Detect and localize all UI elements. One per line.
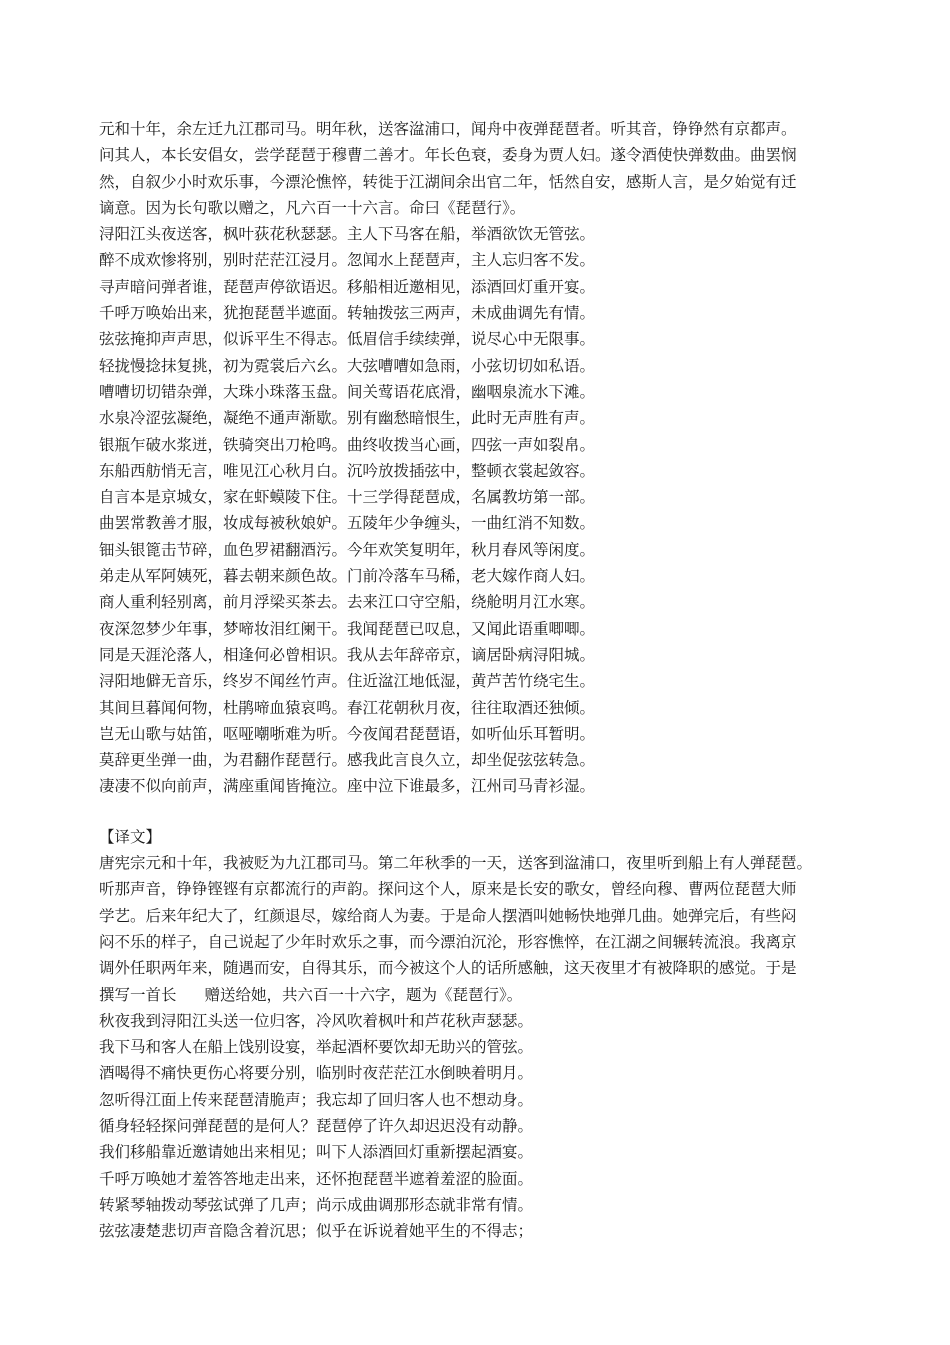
poem-line: 弦弦掩抑声声思，似诉平生不得志。低眉信手续续弹，说尽心中无限事。 — [99, 330, 596, 349]
poem-text — [99, 221, 899, 800]
poem-line: 凄凄不似向前声，满座重闻皆掩泣。座中泣下谁最多，江州司马青衫湿。 — [99, 777, 596, 796]
poem-line: 曲罢常教善才服，妆成每被秋娘妒。五陵年少争缠头，一曲红消不知数。 — [99, 514, 596, 533]
poem-line: 水泉冷涩弦凝绝，凝绝不通声渐歇。别有幽愁暗恨生，此时无声胜有声。 — [99, 409, 596, 428]
translation-line: 听那声音，铮铮铿铿有京都流行的声韵。探问这个人，原来是长安的歌女，曾经向穆、曹两位琵琶大师 — [99, 880, 797, 899]
poem-line: 同是天涯沦落人，相逢何必曾相识。我从去年辞帝京，谪居卧病浔阳城。 — [99, 645, 596, 664]
poem-line: 醉不成欢惨将别，别时茫茫江浸月。忽闻水上琵琶声，主人忘归客不发。 — [99, 251, 596, 270]
translation-poem-line: 转紧琴轴拨动琴弦试弹了几声；尚示成曲调那形态就非常有情。 — [99, 1195, 534, 1214]
translation-line: 闷不乐的样子，自己说起了少年时欢乐之事，而今漂泊沉沦，形容憔悴，在江湖之间辗转流浪。我离京 — [99, 932, 797, 951]
preface-line: 然，自叙少小时欢乐事，今漂沦憔悴，转徙于江湖间余出官二年，恬然自安，感斯人言，是夕始觉有迁 — [99, 172, 797, 191]
poem-line: 其间旦暮闻何物，杜鹃啼血猿哀鸣。春江花朝秋月夜，往往取酒还独倾。 — [99, 698, 596, 717]
translation-poem-line: 忽听得江面上传来琵琶清脆声；我忘却了回归客人也不想动身。 — [99, 1090, 534, 1109]
translation-line — [99, 982, 899, 1008]
translation-line: 唐宪宗元和十年，我被贬为九江郡司马。第二年秋季的一天，送客到湓浦口，夜里听到船上有人弹琵琶。 — [99, 854, 813, 873]
poem-line: 寻声暗问弹者谁，琵琶声停欲语迟。移船相近邀相见，添酒回灯重开宴。 — [99, 277, 596, 296]
poem-line: 自言本是京城女，家在虾蟆陵下住。十三学得琵琶成，名属教坊第一部。 — [99, 488, 596, 507]
translation-poem-line: 我下马和客人在船上饯别设宴，举起酒杯要饮却无助兴的管弦。 — [99, 1038, 534, 1057]
poem-line: 嘈嘈切切错杂弹，大珠小珠落玉盘。间关莺语花底滑，幽咽泉流水下滩。 — [99, 382, 596, 401]
translation-heading: 【译文】 — [99, 827, 162, 846]
poem-line: 浔阳江头夜送客，枫叶荻花秋瑟瑟。主人下马客在船，举酒欲饮无管弦。 — [99, 225, 596, 244]
poem-line: 岂无山歌与姑笛，呕哑嘲哳难为听。今夜闻君琵琶语，如听仙乐耳暂明。 — [99, 724, 596, 743]
translation-poem-line: 秋夜我到浔阳江头送一位归客，冷风吹着枫叶和芦花秋声瑟瑟。 — [99, 1011, 534, 1030]
poem-line: 钿头银篦击节碎，血色罗裙翻酒污。今年欢笑复明年，秋月春风等闲度。 — [99, 540, 596, 559]
translation-poem-line: 酒喝得不痛快更伤心将要分别，临别时夜茫茫江水倒映着明月。 — [99, 1064, 534, 1083]
translation-line: 调外任职两年来，随遇而安，自得其乐，而今被这个人的话所感触，这天夜里才有被降职的感觉。于是 — [99, 959, 797, 978]
translation-text — [99, 850, 899, 1008]
poem-line: 千呼万唤始出来，犹抱琵琶半遮面。转轴拨弦三两声，未成曲调先有情。 — [99, 304, 596, 323]
translation-poem-line: 循身轻轻探问弹琵琶的是何人？琵琶停了许久却迟迟没有动静。 — [99, 1116, 534, 1135]
poem-line: 浔阳地僻无音乐，终岁不闻丝竹声。住近湓江地低湿，黄芦苦竹绕宅生。 — [99, 672, 596, 691]
poem-line: 银瓶乍破水浆迸，铁骑突出刀枪鸣。曲终收拨当心画，四弦一声如裂帛。 — [99, 435, 596, 454]
poem-line: 东船西舫悄无言，唯见江心秋月白。沉吟放拨插弦中，整顿衣裳起敛容。 — [99, 461, 596, 480]
preface-line: 元和十年，余左迁九江郡司马。明年秋，送客湓浦口，闻舟中夜弹琵琶者。听其音，铮铮然有京都声。 — [99, 120, 797, 138]
poem-line: 夜深忽梦少年事，梦啼妆泪红阑干。我闻琵琶已叹息，又闻此语重唧唧。 — [99, 619, 596, 638]
poem-line: 莫辞更坐弹一曲，为君翻作琵琶行。感我此言良久立，却坐促弦弦转急。 — [99, 751, 596, 770]
preface-line: 问其人，本长安倡女，尝学琵琶于穆曹二善才。年长色衰，委身为贾人妇。遂令酒使快弹数曲。曲罢悯 — [99, 146, 797, 165]
poem-line: 轻拢慢捻抹复挑，初为霓裳后六幺。大弦嘈嘈如急雨，小弦切切如私语。 — [99, 356, 596, 375]
poem-line: 弟走从军阿姨死，暮去朝来颜色故。门前冷落车马稀，老大嫁作商人妇。 — [99, 567, 596, 586]
translation-poem-line: 弦弦凄楚悲切声音隐含着沉思；似乎在诉说着她平生的不得志； — [99, 1222, 534, 1241]
document-page — [99, 116, 899, 1244]
translation-fragment: 赠送给她，共六百一十六字，题为《琵琶行》。 — [204, 985, 523, 1004]
translation-poem-line: 千呼万唤她才羞答答地走出来，还怀抱琵琶半遮着羞涩的脸面。 — [99, 1169, 534, 1188]
translation-poem — [99, 1008, 899, 1245]
translation-poem-line: 我们移船靠近邀请她出来相见；叫下人添酒回灯重新摆起酒宴。 — [99, 1143, 534, 1162]
translation-line: 学艺。后来年纪大了，红颜退尽，嫁给商人为妻。于是命人摆酒叫她畅快地弹几曲。她弹完后，有些闷 — [99, 906, 797, 925]
poem-line: 商人重利轻别离，前月浮梁买茶去。去来江口守空船，绕舱明月江水寒。 — [99, 593, 596, 612]
preface-line: 谪意。因为长句歌以赠之，凡六百一十六言。命曰《琵琶行》。 — [99, 198, 526, 217]
translation-fragment: 撰写一首长 — [99, 985, 177, 1004]
preface-text — [99, 116, 899, 221]
